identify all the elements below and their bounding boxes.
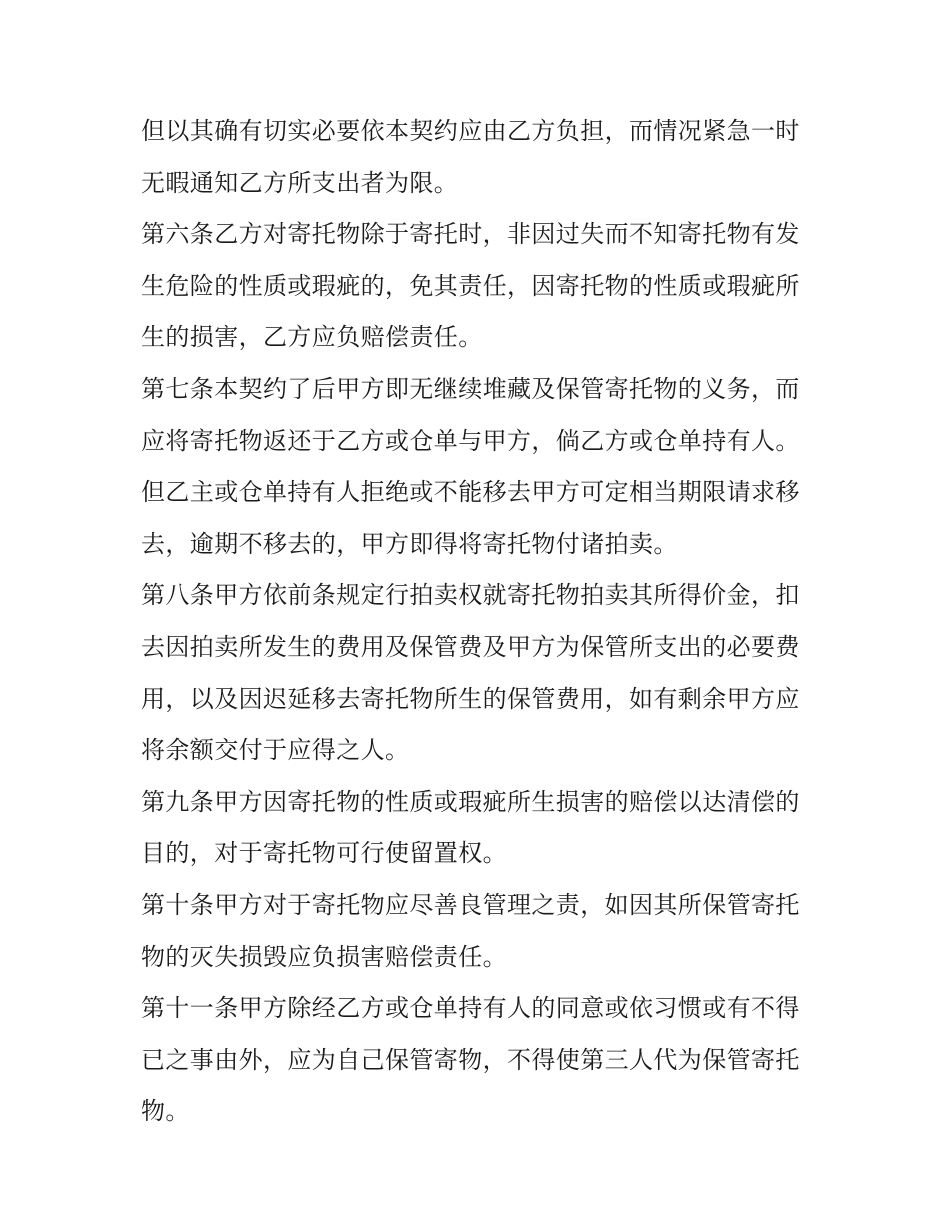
text-line: 但乙主或仓单持有人拒绝或不能移去甲方可定相当期限请求移 [141,478,800,507]
text-line: 将余额交付于应得之人。 [141,736,410,765]
text-line: 物。 [141,1097,190,1126]
document-body [141,106,816,1138]
text-line: 用，以及因迟延移去寄托物所生的保管费用，如有剩余甲方应 [141,684,800,713]
text-line: 第八条甲方依前条规定行拍卖权就寄托物拍卖其所得价金，扣 [141,581,800,610]
text-line: 第九条甲方因寄托物的性质或瑕疵所生损害的赔偿以达清偿的 [141,787,800,816]
text-line: 第七条本契约了后甲方即无继续堆藏及保管寄托物的义务，而 [141,374,800,403]
text-line: 物的灭失损毁应负损害赔偿责任。 [141,942,507,971]
text-line: 应将寄托物返还于乙方或仓单与甲方，倘乙方或仓单持有人。 [141,426,800,455]
text-line: 目的，对于寄托物可行使留置权。 [141,839,507,868]
text-line: 去因拍卖所发生的费用及保管费及甲方为保管所支出的必要费 [141,632,800,661]
text-line: 生的损害，乙方应负赔偿责任。 [141,323,483,352]
text-line: 已之事由外，应为自己保管寄物，不得使第三人代为保管寄托 [141,1045,800,1074]
text-line: 无暇通知乙方所支出者为限。 [141,168,459,197]
text-line: 第十一条甲方除经乙方或仓单持有人的同意或依习惯或有不得 [141,994,800,1023]
text-line: 生危险的性质或瑕疵的，免其责任，因寄托物的性质或瑕疵所 [141,271,800,300]
text-line: 第十条甲方对于寄托物应尽善良管理之责，如因其所保管寄托 [141,890,800,919]
text-line: 去，逾期不移去的，甲方即得将寄托物付诸拍卖。 [141,529,678,558]
text-line: 但以其确有切实必要依本契约应由乙方负担，而情况紧急一时 [141,117,800,145]
text-line: 第六条乙方对寄托物除于寄托时，非因过失而不知寄托物有发 [141,220,800,249]
